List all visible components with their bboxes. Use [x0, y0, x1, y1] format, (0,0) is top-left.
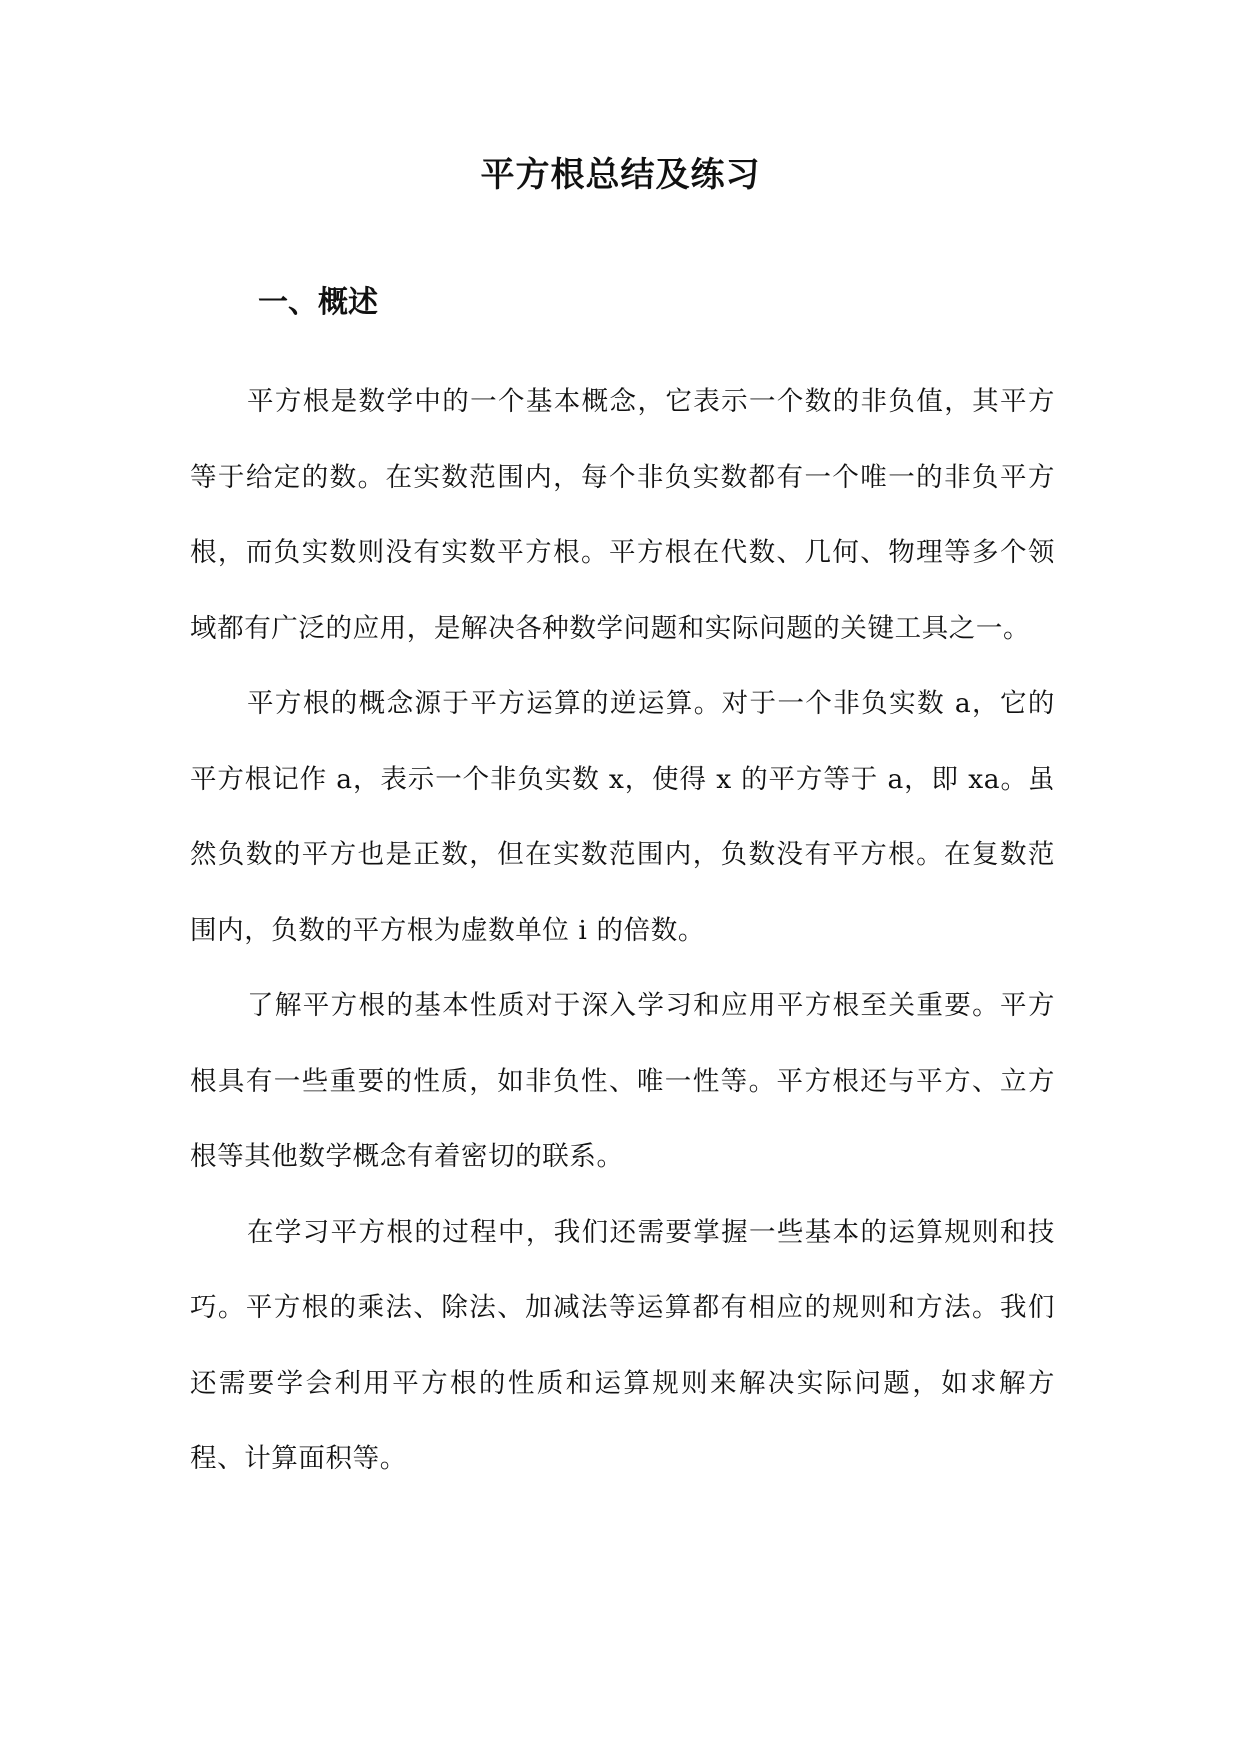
paragraph-1: 平方根是数学中的一个基本概念，它表示一个数的非负值，其平方等于给定的数。在实数范围内，每个非负实数都有一个唯一的非负平方根，而负实数则没有实数平方根。平方根在代数、几何、物理等多个领域都有广泛的应用，是解决各种数学问题和实际问题的关键工具之一。: [190, 386, 1055, 644]
document-title: 平方根总结及练习: [480, 155, 761, 195]
paragraph-4: 在学习平方根的过程中，我们还需要掌握一些基本的运算规则和技巧。平方根的乘法、除法、加减法等运算都有相应的规则和方法。我们还需要学会利用平方根的性质和运算规则来解决实际问题，如求解方程、计算面积等。: [190, 1216, 1055, 1474]
section-heading: 一、概述: [258, 285, 378, 320]
section-body: [190, 364, 1055, 1497]
paragraph-3: 了解平方根的基本性质对于深入学习和应用平方根至关重要。平方根具有一些重要的性质，如非负性、唯一性等。平方根还与平方、立方根等其他数学概念有着密切的联系。: [190, 990, 1055, 1172]
paragraph-2: 平方根的概念源于平方运算的逆运算。对于一个非负实数 a，它的平方根记作 a，表示一个非负实数 x，使得 x 的平方等于 a，即 xa。虽然负数的平方也是正数，但在实数范围内，负数没有平方根。在复数范围内，负数的平方根为虚数单位 i 的倍数。: [190, 688, 1055, 946]
